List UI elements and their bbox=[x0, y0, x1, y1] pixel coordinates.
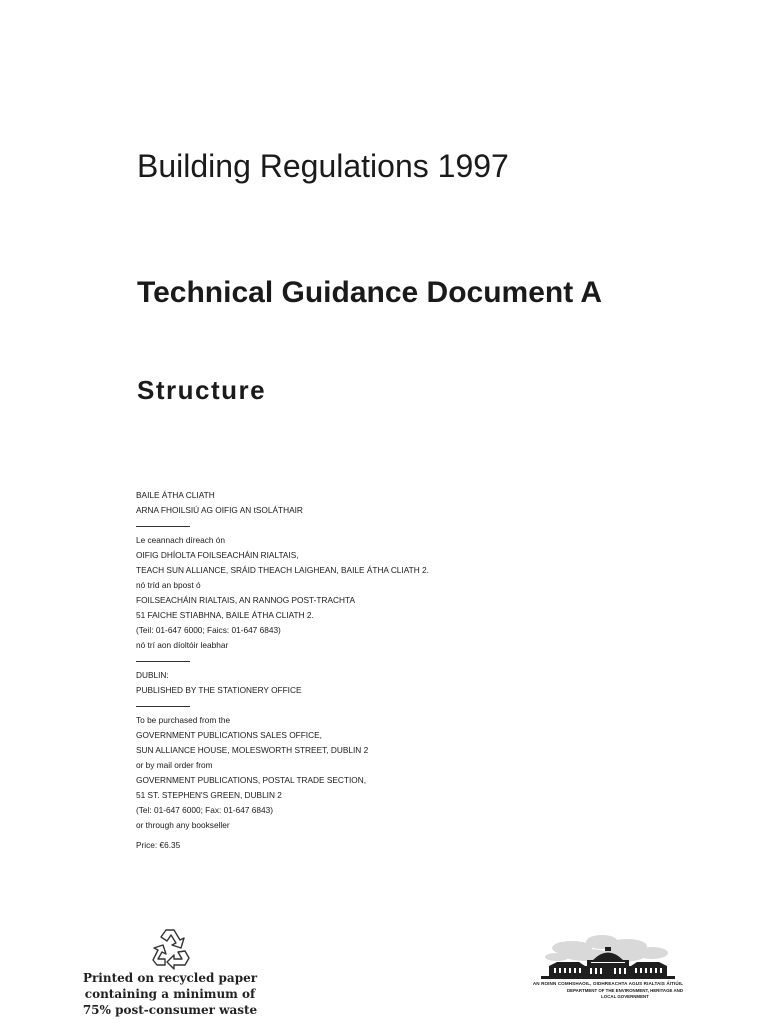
department-name-irish: AN ROINN COMHSHAOIL, OIDHREACHTA AGUS RIALTAIS ÁITIÚIL bbox=[532, 981, 684, 986]
imprint-line: GOVERNMENT PUBLICATIONS, POSTAL TRADE SECTION, bbox=[136, 775, 367, 785]
document-section: Structure bbox=[137, 375, 267, 405]
imprint-line: or through any bookseller bbox=[136, 820, 230, 830]
imprint-line: 51 ST. STEPHEN'S GREEN, DUBLIN 2 bbox=[136, 790, 282, 800]
imprint-line: 51 FAICHE STIABHNA, BAILE ÁTHA CLIATH 2. bbox=[136, 610, 314, 620]
imprint-block bbox=[136, 488, 496, 853]
imprint-line: or by mail order from bbox=[136, 760, 213, 770]
recycle-text-line: containing a minimum of bbox=[84, 987, 256, 1001]
recycle-text-line: Printed on recycled paper bbox=[82, 971, 258, 985]
imprint-line: SUN ALLIANCE HOUSE, MOLESWORTH STREET, DUBLIN 2 bbox=[136, 745, 369, 755]
imprint-line: GOVERNMENT PUBLICATIONS SALES OFFICE, bbox=[136, 730, 322, 740]
imprint-line: nó tríd an bpost ó bbox=[136, 580, 201, 590]
imprint-line: PUBLISHED BY THE STATIONERY OFFICE bbox=[136, 685, 302, 695]
document-title: Building Regulations 1997 bbox=[137, 148, 509, 184]
imprint-line: OIFIG DHÍOLTA FOILSEACHÁIN RIALTAIS, bbox=[136, 550, 299, 560]
department-name-english: DEPARTMENT OF THE ENVIRONMENT, HERITAGE AND LOCAL GOVERNMENT bbox=[566, 988, 684, 999]
imprint-line: TEACH SUN ALLIANCE, SRÁID THEACH LAIGHEAN, BAILE ÁTHA CLIATH 2. bbox=[136, 565, 429, 575]
imprint-line: ARNA FHOILSIÚ AG OIFIG AN tSOLÁTHAIR bbox=[136, 505, 303, 515]
document-subtitle: Technical Guidance Document A bbox=[137, 276, 603, 309]
price-label: Price: €6.35 bbox=[136, 840, 181, 850]
imprint-line: To be purchased from the bbox=[136, 715, 231, 725]
imprint-line: Le ceannach díreach ón bbox=[136, 535, 226, 545]
recycled-paper-notice bbox=[80, 924, 260, 1018]
imprint-line: BAILE ÁTHA CLIATH bbox=[136, 490, 215, 500]
divider bbox=[136, 661, 190, 662]
imprint-line: (Teil: 01-647 6000; Faics: 01-647 6843) bbox=[136, 625, 281, 635]
recycle-icon bbox=[147, 924, 193, 970]
divider bbox=[136, 526, 190, 527]
imprint-line: (Tel: 01-647 6000; Fax: 01-647 6843) bbox=[136, 805, 273, 815]
imprint-line: DUBLIN: bbox=[136, 670, 169, 680]
recycle-text-line: 75% post-consumer waste bbox=[82, 1003, 258, 1017]
imprint-line: nó trí aon díoltóir leabhar bbox=[136, 640, 229, 650]
imprint-line: FOILSEACHÁIN RIALTAIS, AN RANNOG POST-TRACHTA bbox=[136, 595, 355, 605]
divider bbox=[136, 706, 190, 707]
